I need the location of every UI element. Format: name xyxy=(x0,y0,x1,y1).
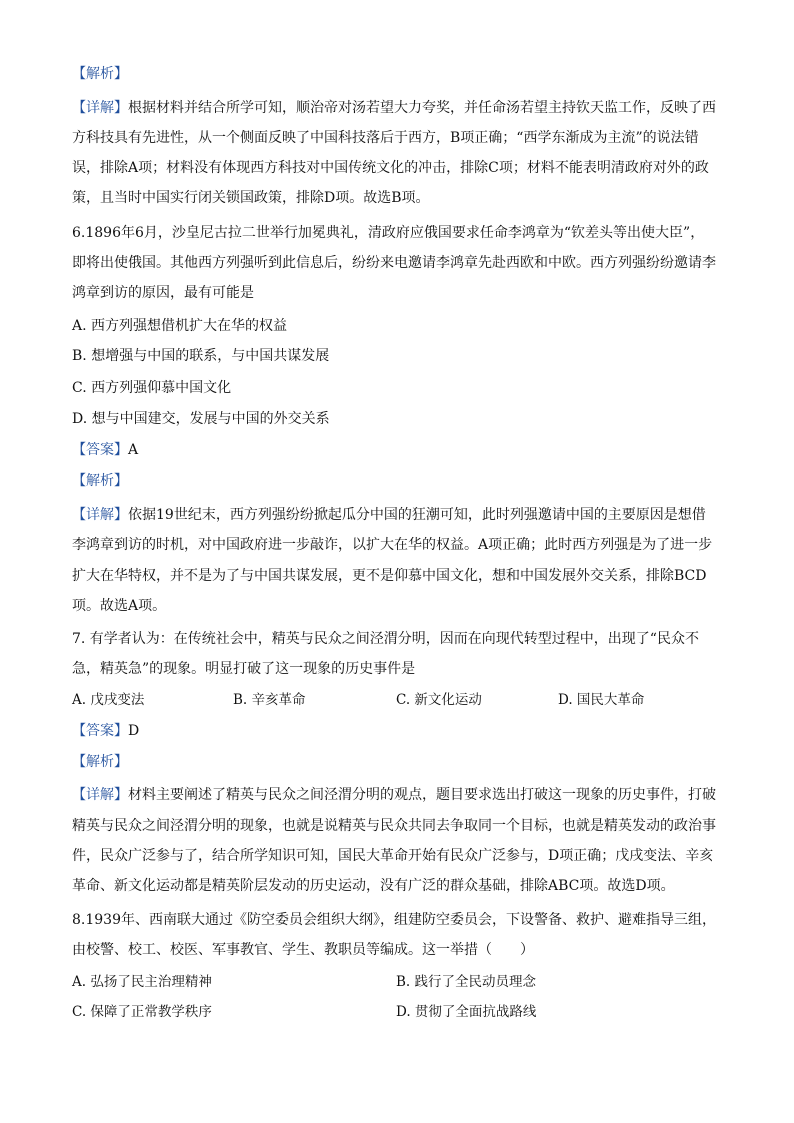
analysis-heading: 【解析】 xyxy=(72,473,128,489)
option-b: B. 想增强与中国的联系，与中国共谋发展 xyxy=(72,348,330,364)
detail-label: 【详解】 xyxy=(72,787,128,803)
question-stem-line: 7. 有学者认为：在传统社会中，精英与民众之间泾渭分明，因而在向现代转型过程中，出现了“民众不 xyxy=(72,631,699,647)
question-stem-line: 即将出使俄国。其他西方列强听到此信息后，纷纷来电邀请李鸿章先赴西欧和中欧。西方列强纷纷邀请李 xyxy=(72,255,716,271)
answer-line xyxy=(72,440,722,460)
answer-value: D xyxy=(128,723,140,739)
detail-line: 精英与民众之间泾渭分明的现象，也就是说精英与民众共同去争取同一个目标，也就是精英发动的政治事 xyxy=(72,818,716,834)
detail-line: 【详解】材料主要阐述了精英与民众之间泾渭分明的观点，题目要求选出打破这一现象的历史事件，打破 xyxy=(72,787,716,803)
detail-label: 【详解】 xyxy=(72,100,128,116)
option-a: A. 弘扬了民主治理精神 xyxy=(72,974,212,990)
question-stem-line: 鸿章到访的原因，最有可能是 xyxy=(72,285,254,301)
answer-line xyxy=(72,721,722,741)
detail-line: 李鸿章到访的时机，对中国政府进一步敲诈，以扩大在华的权益。A项正确；此时西方列强是为了进一步 xyxy=(72,537,713,553)
question-stem-line: 6.1896年6月，沙皇尼古拉二世举行加冕典礼，清政府应俄国要求任命李鸿章为“钦差头等出使大臣”， xyxy=(72,225,705,241)
option-d: D. 贯彻了全面抗战路线 xyxy=(396,1004,537,1020)
answer-value: A xyxy=(128,442,139,458)
option-d: D. 想与中国建交，发展与中国的外交关系 xyxy=(72,411,330,427)
answer-label: 【答案】 xyxy=(72,442,128,458)
option-b: B. 践行了全民动员理念 xyxy=(396,974,537,990)
detail-line: 【详解】根据材料并结合所学可知，顺治帝对汤若望大力夸奖，并任命汤若望主持钦天监工作，反映了西 xyxy=(72,100,716,116)
detail-line: 策，且当时中国实行闭关锁国政策，排除D项。故选B项。 xyxy=(72,190,430,206)
detail-line: 【详解】依据19世纪末，西方列强纷纷掀起瓜分中国的狂潮可知，此时列强邀请中国的主要原因是想借 xyxy=(72,507,706,523)
detail-line: 方科技具有先进性，从一个侧面反映了中国科技落后于西方，B项正确；“西学东渐成为主流”的说法错 xyxy=(72,130,699,146)
detail-line: 件，民众广泛参与了，结合所学知识可知，国民大革命开始有民众广泛参与，D项正确；戊戌变法、辛亥 xyxy=(72,848,714,864)
option-a: A. 西方列强想借机扩大在华的权益 xyxy=(72,318,288,334)
option-b: B. 辛亥革命 xyxy=(233,692,306,708)
option-d: D. 国民大革命 xyxy=(558,692,645,708)
question-stem-line: 由校警、校工、校医、军事教官、学生、教职员等编成。这一举措（ ） xyxy=(72,942,534,958)
question-stem-line: 急，精英急”的现象。明显打破了这一现象的历史事件是 xyxy=(72,661,416,677)
answer-label: 【答案】 xyxy=(72,723,128,739)
detail-line: 项。故选A项。 xyxy=(72,598,167,614)
detail-line: 扩大在华特权，并不是为了与中国共谋发展，更不是仰慕中国文化，想和中国发展外交关系，排除BCD xyxy=(72,568,707,584)
detail-line: 误，排除A项；材料没有体现西方科技对中国传统文化的冲击，排除C项；材料不能表明清政府对外的政 xyxy=(72,160,709,176)
detail-line: 革命、新文化运动都是精英阶层发动的历史运动，没有广泛的群众基础，排除ABC项。故选D项。 xyxy=(72,878,675,894)
option-a: A. 戊戌变法 xyxy=(72,692,145,708)
option-c: C. 新文化运动 xyxy=(396,692,482,708)
option-c: C. 西方列强仰慕中国文化 xyxy=(72,380,232,396)
option-c: C. 保障了正常教学秩序 xyxy=(72,1004,212,1020)
question-stem-line: 8.1939年、西南联大通过《防空委员会组织大纲》，组建防空委员会，下设警备、救护、避难指导三组， xyxy=(72,912,716,928)
analysis-heading: 【解析】 xyxy=(72,66,128,82)
detail-label: 【详解】 xyxy=(72,507,128,523)
analysis-heading: 【解析】 xyxy=(72,754,128,770)
